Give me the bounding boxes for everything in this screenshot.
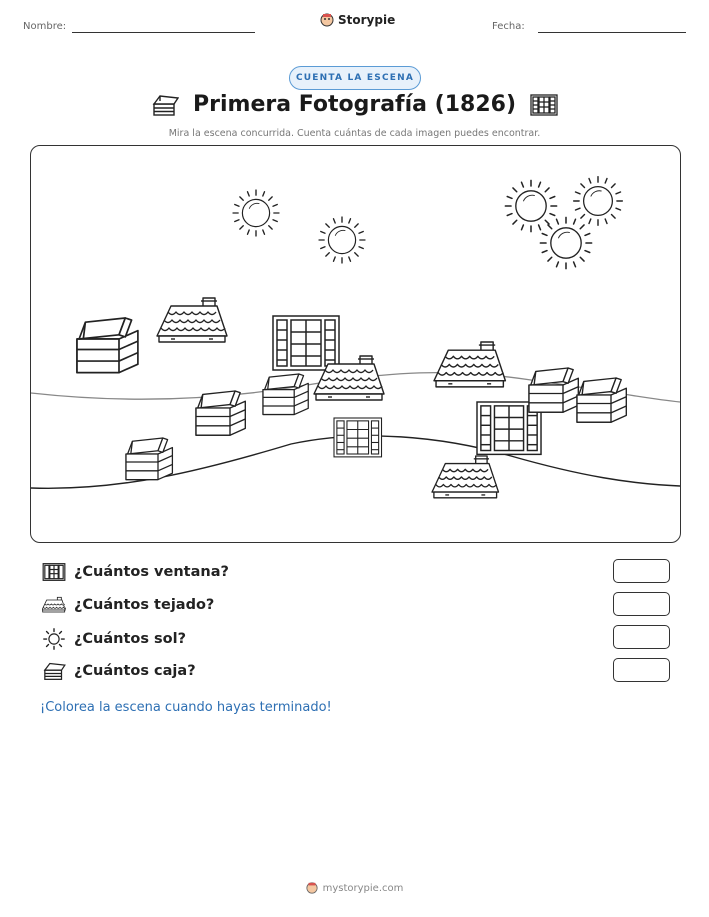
- answer-box-sun[interactable]: [613, 625, 670, 649]
- name-label: Nombre:: [23, 21, 67, 32]
- date-field[interactable]: [538, 32, 686, 33]
- activity-badge: CUENTA LA ESCENA: [289, 66, 421, 90]
- box-4: [126, 438, 172, 480]
- window-icon: [42, 562, 66, 582]
- box-6: [577, 378, 626, 422]
- instructions: Mira la escena concurrida. Cuenta cuántas de cada imagen puedes encontrar.: [168, 128, 541, 139]
- sun-3: [505, 180, 556, 231]
- question-text: ¿Cuántos caja?: [74, 663, 196, 679]
- box-icon: [151, 93, 179, 117]
- counting-scene[interactable]: [30, 145, 681, 543]
- box-1: [77, 318, 138, 373]
- title-text: Primera Fotografía (1826): [193, 92, 516, 117]
- logo-text: Storypie: [338, 13, 396, 27]
- roof-3: [434, 342, 505, 387]
- date-label: Fecha:: [492, 21, 525, 32]
- sun-4: [574, 177, 623, 226]
- roof-4: [432, 456, 499, 498]
- sun-2: [319, 217, 365, 263]
- question-roof: [42, 595, 214, 615]
- roof-icon: [42, 595, 66, 615]
- box-2: [196, 391, 245, 435]
- question-text: ¿Cuántos tejado?: [74, 597, 215, 613]
- footer: [0, 882, 709, 894]
- roof-1: [157, 298, 227, 342]
- page-title: [0, 92, 709, 123]
- sun-1: [233, 190, 279, 236]
- question-sun: [42, 628, 186, 650]
- box-5: [529, 368, 578, 412]
- window-2: [334, 418, 382, 457]
- sun-icon: [42, 628, 66, 650]
- window-1: [273, 316, 339, 370]
- answer-box-roof[interactable]: [613, 592, 670, 616]
- answer-box-box[interactable]: [613, 658, 670, 682]
- mascot-icon: [320, 13, 334, 27]
- question-text: ¿Cuántos sol?: [74, 631, 187, 647]
- mascot-icon: [306, 882, 318, 894]
- question-box: [42, 661, 196, 681]
- box-3: [263, 374, 308, 415]
- question-text: ¿Cuántos ventana?: [74, 564, 229, 580]
- footer-url[interactable]: mystorypie.com: [322, 882, 404, 894]
- storypie-logo: [320, 13, 395, 27]
- sun-5: [540, 217, 591, 268]
- window-icon: [530, 93, 558, 117]
- question-window: [42, 562, 229, 582]
- scene-drawing: [31, 146, 680, 542]
- name-field[interactable]: [72, 32, 255, 33]
- color-instruction: ¡Colorea la escena cuando hayas terminado!: [40, 700, 332, 715]
- answer-box-window[interactable]: [613, 559, 670, 583]
- box-icon: [42, 661, 66, 681]
